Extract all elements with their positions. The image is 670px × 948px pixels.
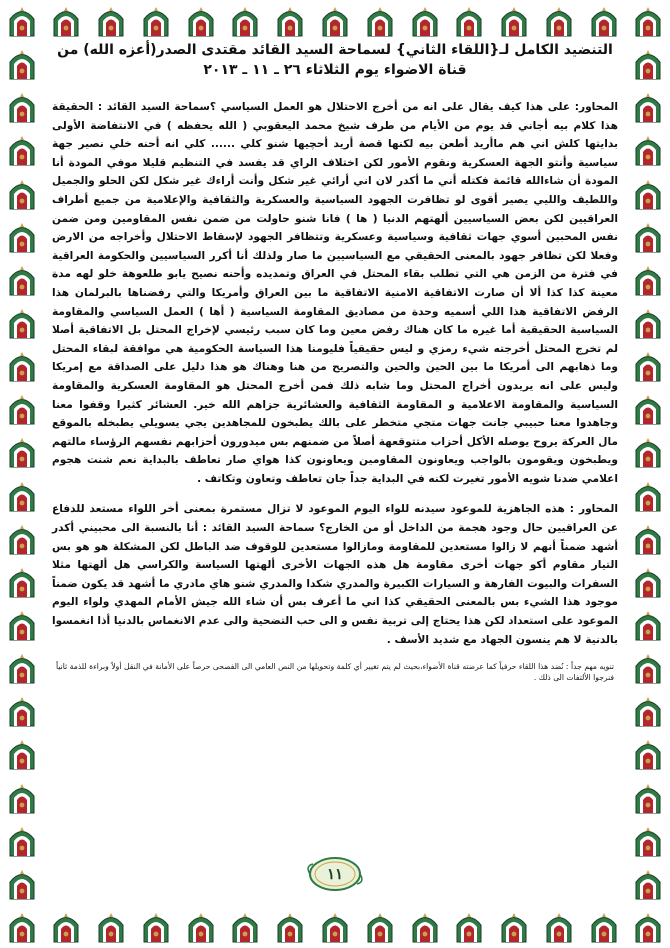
arch-ornament-icon — [184, 910, 218, 944]
arch-ornament-icon — [631, 435, 665, 469]
page-title — [52, 40, 618, 80]
arch-ornament-icon — [5, 565, 39, 599]
top-border — [44, 0, 626, 42]
arch-ornament-icon — [587, 4, 621, 38]
arch-ornament-icon — [49, 910, 83, 944]
arch-ornament-icon — [5, 737, 39, 771]
arch-ornament-icon — [631, 781, 665, 815]
arch-ornament-icon — [542, 4, 576, 38]
arch-ornament-icon — [139, 910, 173, 944]
arch-ornament-icon — [228, 4, 262, 38]
arch-ornament-icon — [139, 4, 173, 38]
arch-ornament-icon — [5, 651, 39, 685]
arch-ornament-icon — [631, 90, 665, 124]
arch-ornament-icon — [363, 910, 397, 944]
arch-ornament-icon — [452, 910, 486, 944]
arch-ornament-icon — [49, 4, 83, 38]
arch-ornament-icon — [542, 910, 576, 944]
arch-ornament-icon — [5, 781, 39, 815]
arch-ornament-icon — [631, 306, 665, 340]
arch-ornament-icon — [5, 867, 39, 901]
arch-ornament-icon — [408, 4, 442, 38]
arch-ornament-icon — [631, 349, 665, 383]
arch-ornament-icon — [631, 47, 665, 81]
arch-ornament-icon — [5, 435, 39, 469]
arch-ornament-icon — [94, 910, 128, 944]
page-number-badge — [307, 854, 363, 894]
arch-ornament-icon — [631, 565, 665, 599]
arch-ornament-icon — [631, 263, 665, 297]
arch-ornament-icon — [497, 4, 531, 38]
arch-ornament-icon — [631, 133, 665, 167]
arch-ornament-icon — [5, 694, 39, 728]
arch-ornament-icon — [5, 177, 39, 211]
arch-ornament-icon — [631, 479, 665, 513]
arch-ornament-icon — [631, 651, 665, 685]
arch-ornament-icon — [273, 910, 307, 944]
arch-ornament-icon — [94, 4, 128, 38]
arch-ornament-icon — [631, 220, 665, 254]
arch-ornament-icon — [5, 220, 39, 254]
arch-ornament-icon — [5, 479, 39, 513]
arch-ornament-icon — [5, 824, 39, 858]
title-line-1: التنضيد الكامل لـ{اللقاء الثاني} لسماحة السيد القائد مقتدى الصدر(أعزه الله) من — [57, 42, 613, 58]
arch-ornament-icon — [631, 177, 665, 211]
arch-ornament-icon — [631, 608, 665, 642]
arch-ornament-icon — [5, 522, 39, 556]
arch-ornament-icon — [5, 47, 39, 81]
footnote: تنويه مهم جداً : نُضد هذا اللقاء حرفياً كما عرضته قناة الأضواء،بحيث لم يتم تغيير أي كلمة وتحويلها من النص العامي الى الفصحى حرصاً على الأمانة في النقل أولاً وبراءة للذمة ثانياً فنرجوا الألتفات الى ذلك . — [56, 662, 614, 683]
arch-ornament-icon — [5, 608, 39, 642]
arch-ornament-icon — [631, 392, 665, 426]
arch-ornament-icon — [318, 4, 352, 38]
page-content — [52, 40, 618, 904]
arch-ornament-icon — [631, 4, 665, 38]
page-number: ١١ — [326, 865, 344, 883]
right-border — [626, 0, 670, 948]
arch-ornament-icon — [631, 737, 665, 771]
arch-ornament-icon — [631, 910, 665, 944]
interview-paragraph-2: المحاور : هذه الجاهزية للموعود سيدنه للواء اليوم الموعود لا تزال مستمرة بمعنى أخر اللواء مستعد للدفاع عن العراقيين حال وجود هجمة من الداخل أو من الخارج؟ سماحة السيد القائد : أنا بالنسبة الى محبيني أكدر أشهد ضمناً أنهم لا زالوا مستعدين للمقاومة ومازالوا مستعدين للوقوف ضد الباطل لكن المشكلة هو هو بس التيار مقاوم أكو جهات أخرى مقاومة هل هذه الجهات الأخرى ألهتها السياسة والكراسي هل ألهتها مثلا السفرات والبيوت الفارهة و السيارات الكبيرة والمدري شكدا والمدري شنو هاي مادري ما أشهد قد يكون ضمناً موجود هذا الشيء بس بالمعنى الحقيقي كذا اني ما أعرف بس أن شاء الله جيش الأمام المهدي ولواء اليوم الموعود على استعداد لكن هذا يحتاج إلى تربية نفس و الى حب التضحية والى عدم الانغماس بالدنيا أذا انغمسوا بالدنية لا هم ينسون الجهاد مع شديد الأسف . — [52, 503, 618, 646]
arch-ornament-icon — [318, 910, 352, 944]
arch-ornament-icon — [5, 90, 39, 124]
arch-ornament-icon — [5, 392, 39, 426]
arch-ornament-icon — [631, 522, 665, 556]
left-border — [0, 0, 44, 948]
arch-ornament-icon — [273, 4, 307, 38]
arch-ornament-icon — [5, 306, 39, 340]
arch-ornament-icon — [363, 4, 397, 38]
interview-paragraph-1: المحاور: على هذا كيف يقال على انه من أخرج الاحتلال هو العمل السياسي ؟سماحة السيد القائد : الحقيقة هذا كلام بيه أجاني قد يوم من الأيام من طرف شيخ محمد اليعقوبي ( الله يحفظه ) في الانتفاضة الأولى بدايتها كلش اني هم ماأريد أطعن بيه لكنها قصة أريد أحچيها شنو كلي ...... كلي انه أحنه خلي نصير جهة سياسية وأنتو الجهة العسكرية ونقوم الأمور لكن اختلاف الراي قد يفسد في التنظيم قليلا موفي المودة أنا المودة أن شاءالله قائمة فكتله أني ما أكدر لان اني أرائي غير شكل وأنت أراءك غير شكل لكن الحلو والجميل واللطيف والليي يصير أقوى لو تظافرت الجهود السياسية والعسكرية والثقافية والإعلامية من جميع أطراف العراقيين لكن بعض السياسيين ألهتهم الدنيا ( ها ) فانا شنو حاولت من ضمن نفس المقاومين ومن ضمن نفس المحبين أسوي جهات ثقافية وسياسية وعسكرية وتتظافر الجهود لإسقاط الاحتلال وأخراجه من الارض وفعلا لكن تظافر جهود بالمعنى الحقيقي مع السياسيين ما صار ولذلك أنا أكرر السياسيين والحكومة العراقية في فترة من الزمن هي التي تطلب بقاء المحتل في العراق وتمديده وأحنه نصيح يابو طلعوهة خلو لهه مدة معينة كذا كذا ألا أن صارت الاتفاقية الامنية الاتفاقية ما بين العراق وأمريكا والتي رفضناها بالبرلمان هذا الرفض الاتفاقية هذا اللي أسميه وحدة من مصاديق المقاومة السياسية ( أها ) العمل السياسي والمقاومة السياسية الحقيقية أما غيره ما كان هناك رفض معين وما كان سبب رئيسي لإخراج المحتل بل الاتفاقية أصلا لم تخرج المحتل أخرجته شيء رمزي و ليس حقيقياً فليومنا هذا السياسة الحكومية هي موافقة لبقاء المحتل وما ذهابهم الى أمريكا ما بين الحين والحين والتصريح من هنا وهناك هو هذا دليل على الصداقة مع إمريكا وليس على انه يريدون أخراج المحتل وما شابه ذلك فمن أخرج المحتل هو المقاومة العسكرية والمقاومة السياسية والمقاومة الاعلامية و المقاومة الثقافية والعشائرية جزاهم الله خير. العشائر كثيرا وقفوا معنا وجاهدوا معنا حبيبي جانت جهات متجي متخطر على بالك يطبخون للمجاهدين يجي يسويلي يطبخله بالموقع مال العركة يروح يوصله الأكل أحزاب متتوقعهة أصلاً من ضمنهم بس ميدورون أحزابهم نفسهم الرؤساء مالتهم ويطبخون ويقومون بالواجب ويعاونون المقاومين ويعاونون كذا هواي صار تعاطف بالبداية نعم شنت هجوم اعلامي ضدنا شويه الأمور تغيرت لكنه في البداية جداً جان تعاطف وتعاون وتكاتف . — [52, 101, 618, 485]
arch-ornament-icon — [497, 910, 531, 944]
arch-ornament-icon — [228, 910, 262, 944]
arch-ornament-icon — [5, 910, 39, 944]
arch-ornament-icon — [184, 4, 218, 38]
arch-ornament-icon — [5, 4, 39, 38]
arch-ornament-icon — [5, 263, 39, 297]
arch-ornament-icon — [631, 867, 665, 901]
arch-ornament-icon — [408, 910, 442, 944]
arch-ornament-icon — [631, 824, 665, 858]
arch-ornament-icon — [452, 4, 486, 38]
bottom-border — [44, 906, 626, 948]
arch-ornament-icon — [587, 910, 621, 944]
arch-ornament-icon — [631, 694, 665, 728]
arch-ornament-icon — [5, 133, 39, 167]
arch-ornament-icon — [5, 349, 39, 383]
title-line-2: قناة الاضواء يوم الثلاثاء ٢٦ ـ ١١ ـ ٢٠١٣ — [203, 62, 467, 78]
